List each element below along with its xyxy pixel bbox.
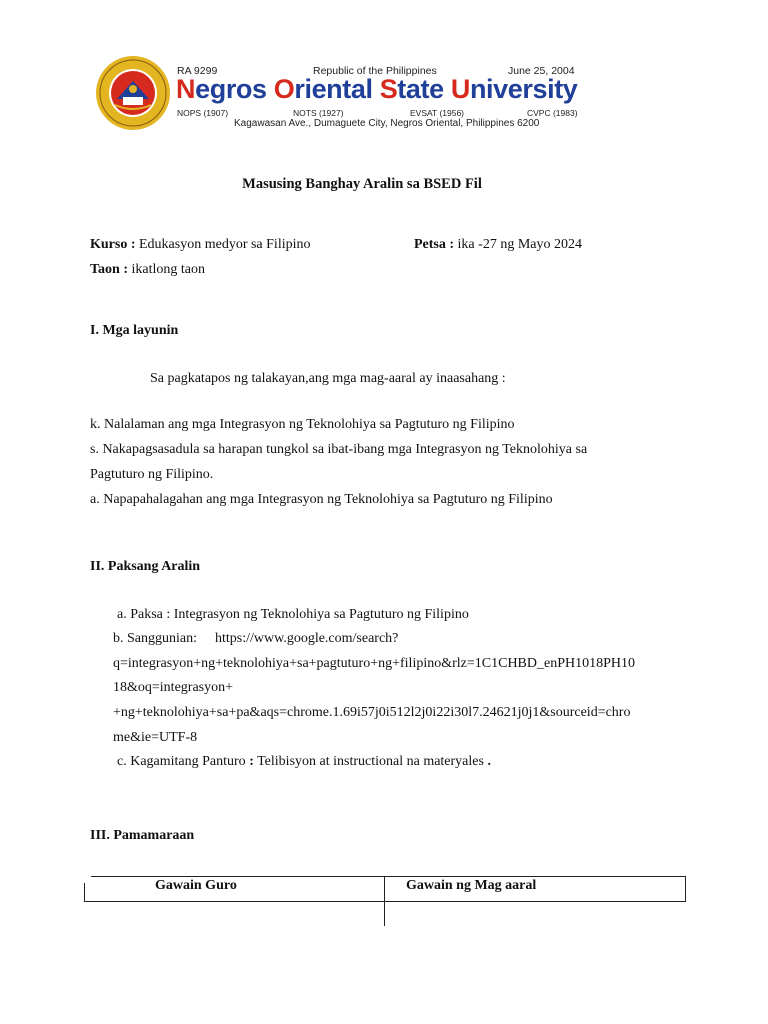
kurso-value: Edukasyon medyor sa Filipino xyxy=(135,237,311,252)
section-2-heading xyxy=(90,559,200,575)
kagamitan-period: . xyxy=(487,754,491,769)
kurso-label: Kurso : xyxy=(90,237,136,252)
url-line-3[interactable]: +ng+teknolohiya+sa+pa&aqs=chrome.1.69i57j0i512l2j0i22i30l7.24621j0j1&sourceid=chro xyxy=(113,705,631,720)
petsa-line xyxy=(414,237,582,253)
paksa-line: a. Paksa : Integrasyon ng Teknolohiya sa Pagtuturo ng Filipino xyxy=(117,607,469,622)
kagamitan-label: c. Kagamitang Panturo xyxy=(117,754,250,769)
name-initial-o: O xyxy=(273,74,295,104)
taon-line xyxy=(90,262,205,278)
section-3-heading-text: III. Pamamaraan xyxy=(90,828,195,843)
university-name xyxy=(176,74,577,105)
kagamitan-colon: : xyxy=(249,754,254,769)
column-header-gawain-mag-aaral-text: Gawain ng Mag aaral xyxy=(406,878,537,893)
objective-a: a. Napapahalagahan ang mga Integrasyon ng Teknolohiya sa Pagtuturo ng Filipino xyxy=(90,492,553,507)
university-address: Kagawasan Ave., Dumaguete City, Negros Oriental, Philippines 6200 xyxy=(234,118,540,129)
taon-value: ikatlong taon xyxy=(128,262,206,277)
name-part-negros: egros xyxy=(195,74,274,104)
sanggunian-link[interactable]: https://www.google.com/search? xyxy=(215,631,399,646)
objective-k: k. Nalalaman ang mga Integrasyon ng Teknolohiya sa Pagtuturo ng Filipino xyxy=(90,417,515,432)
document-title: Masusing Banghay Aralin sa BSED Fil xyxy=(242,176,482,192)
kagamitan-value: Telibisyon at instructional na materyales xyxy=(253,754,488,769)
section-1-heading-text: I. Mga layunin xyxy=(90,323,179,338)
table-corner-notch xyxy=(84,876,91,883)
republic-text: Republic of the Philippines xyxy=(313,65,437,77)
name-initial-u: U xyxy=(450,74,470,104)
section-1-heading xyxy=(90,323,178,339)
url-line-2[interactable]: 18&oq=integrasyon+ xyxy=(113,680,233,695)
petsa-label: Petsa : xyxy=(414,237,455,252)
history-cvpc: CVPC (1983) xyxy=(527,108,578,118)
history-nots: NOTS (1927) xyxy=(293,108,344,118)
taon-label: Taon : xyxy=(90,262,129,277)
name-part-oriental: riental xyxy=(294,74,380,104)
section-3-heading xyxy=(90,828,194,844)
university-seal-logo xyxy=(95,55,171,131)
ra-number: RA 9299 xyxy=(177,65,218,77)
kagamitan-line xyxy=(117,754,491,770)
url-line-4[interactable]: me&ie=UTF-8 xyxy=(113,730,198,745)
name-initial-s: S xyxy=(379,74,398,104)
name-part-university: niversity xyxy=(469,74,578,104)
objective-s: s. Nakapagsasadula sa harapan tungkol sa ibat-ibang mga Integrasyon ng Teknolohiya sa xyxy=(90,442,588,457)
kurso-line xyxy=(90,237,311,253)
column-header-gawain-mag-aaral xyxy=(406,878,536,894)
objectives-intro: Sa pagkatapos ng talakayan,ang mga mag-aaral ay inaasahang : xyxy=(150,371,506,386)
petsa-value: ika -27 ng Mayo 2024 xyxy=(454,237,582,252)
history-evsat: EVSAT (1956) xyxy=(410,108,465,118)
history-nops: NOPS (1907) xyxy=(177,108,229,118)
section-2-heading-text: II. Paksang Aralin xyxy=(90,559,201,574)
name-part-state: tate xyxy=(397,74,451,104)
objective-s-cont: Pagtuturo ng Filipino. xyxy=(90,467,214,482)
column-header-gawain-guro-text: Gawain Guro xyxy=(155,878,237,893)
name-initial-n: N xyxy=(176,74,196,104)
url-line-1[interactable]: q=integrasyon+ng+teknolohiya+sa+pagtuturo+ng+filipino&rlz=1C1CHBD_enPH1018PH10 xyxy=(113,656,636,671)
sanggunian-label: b. Sanggunian: xyxy=(113,631,197,646)
sanggunian-line xyxy=(113,631,398,647)
founding-date: June 25, 2004 xyxy=(508,65,575,77)
column-header-gawain-guro xyxy=(155,878,237,894)
table-column-divider xyxy=(384,900,385,926)
